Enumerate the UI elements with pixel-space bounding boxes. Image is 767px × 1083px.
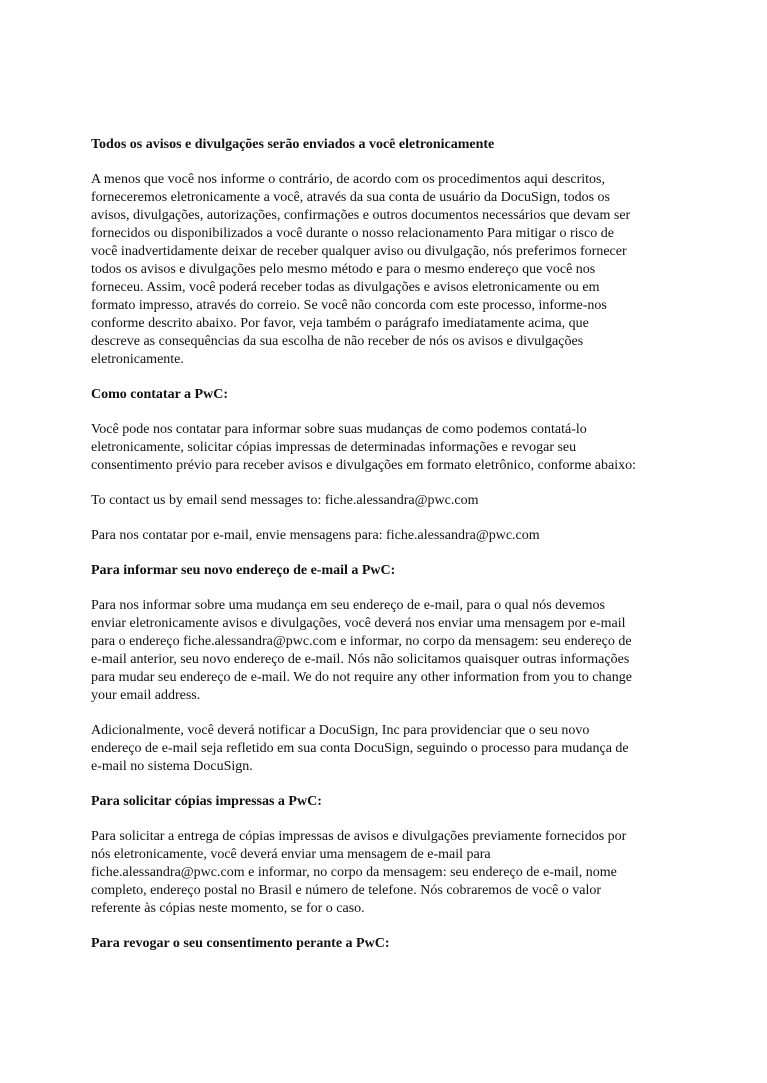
text-line: formato impresso, através do correio. Se você não concorda com este processo, informe-nos bbox=[91, 298, 607, 313]
text-line: forneceu. Assim, você poderá receber todas as divulgações e avisos eletronicamente ou em bbox=[91, 280, 600, 295]
section-heading-revoke-consent: Para revogar o seu consentimento perante a PwC: bbox=[91, 936, 390, 951]
text-line: todos os avisos e divulgações pelo mesmo método e para o mesmo endereço que você nos bbox=[91, 262, 596, 277]
text-line: fiche.alessandra@pwc.com e informar, no corpo da mensagem: seu endereço de e-mail, nome bbox=[91, 865, 617, 880]
contact-email-english: To contact us by email send messages to: fiche.alessandra@pwc.com bbox=[91, 493, 479, 508]
text-line: descreve as consequências da sua escolha de não receber de nós os avisos e divulgações bbox=[91, 334, 584, 349]
section-heading-electronic-notices: Todos os avisos e divulgações serão enviados a você eletronicamente bbox=[91, 137, 495, 152]
text-line: forneceremos eletronicamente a você, através da sua conta de usuário da DocuSign, todos os bbox=[91, 190, 610, 205]
text-line: avisos, divulgações, autorizações, confirmações e outros documentos necessários que devam ser bbox=[91, 208, 631, 223]
text-line: referente às cópias neste momento, se for o caso. bbox=[91, 901, 365, 916]
text-line: você inadvertidamente deixar de receber qualquer aviso ou divulgação, nós preferimos fornecer bbox=[91, 244, 627, 259]
text-line: e-mail anterior, seu novo endereço de e-mail. Nós não solicitamos quaisquer outras informações bbox=[91, 652, 630, 667]
text-line: para mudar seu endereço de e-mail. We do not require any other information from you to change bbox=[91, 670, 632, 685]
section-heading-paper-copies: Para solicitar cópias impressas a PwC: bbox=[91, 794, 322, 809]
text-line: Você pode nos contatar para informar sobre suas mudanças de como podemos contatá-lo bbox=[91, 422, 587, 437]
text-line: para o endereço fiche.alessandra@pwc.com e informar, no corpo da mensagem: seu endereço de bbox=[91, 634, 632, 649]
text-line: endereço de e-mail seja refletido em sua conta DocuSign, seguindo o processo para mudança de bbox=[91, 741, 629, 756]
text-line: nós eletronicamente, você deverá enviar uma mensagem de e-mail para bbox=[91, 847, 491, 862]
paragraph-contact bbox=[91, 421, 681, 475]
paragraph-update-email bbox=[91, 597, 681, 705]
document-body bbox=[91, 136, 681, 953]
paragraph-paper-copies bbox=[91, 828, 681, 918]
text-line: completo, endereço postal no Brasil e número de telefone. Nós cobraremos de você o valor bbox=[91, 883, 602, 898]
text-line: enviar eletronicamente avisos e divulgações, você deverá nos enviar uma mensagem por e-mail bbox=[91, 616, 626, 631]
text-line: conforme descrito abaixo. Por favor, veja também o parágrafo imediatamente acima, que bbox=[91, 316, 589, 331]
text-line: Adicionalmente, você deverá notificar a DocuSign, Inc para providenciar que o seu novo bbox=[91, 723, 590, 738]
text-line: fornecidos ou disponibilizados a você durante o nosso relacionamento Para mitigar o risco de bbox=[91, 226, 614, 241]
text-line: e-mail no sistema DocuSign. bbox=[91, 759, 253, 774]
text-line: eletronicamente. bbox=[91, 352, 184, 367]
section-heading-contact: Como contatar a PwC: bbox=[91, 387, 228, 402]
paragraph-notify-docusign bbox=[91, 722, 681, 776]
text-line: your email address. bbox=[91, 688, 201, 703]
text-line: eletronicamente, solicitar cópias impressas de determinadas informações e revogar seu bbox=[91, 440, 577, 455]
text-line: consentimento prévio para receber avisos e divulgações em formato eletrônico, conforme abaixo: bbox=[91, 458, 637, 473]
text-line: Para nos informar sobre uma mudança em seu endereço de e-mail, para o qual nós devemos bbox=[91, 598, 605, 613]
text-line: A menos que você nos informe o contrário, de acordo com os procedimentos aqui descritos, bbox=[91, 172, 605, 187]
text-line: Para solicitar a entrega de cópias impressas de avisos e divulgações previamente fornecidos por bbox=[91, 829, 627, 844]
paragraph-electronic-notices bbox=[91, 171, 681, 369]
contact-email-portuguese: Para nos contatar por e-mail, envie mensagens para: fiche.alessandra@pwc.com bbox=[91, 528, 540, 543]
section-heading-update-email: Para informar seu novo endereço de e-mail a PwC: bbox=[91, 563, 396, 578]
